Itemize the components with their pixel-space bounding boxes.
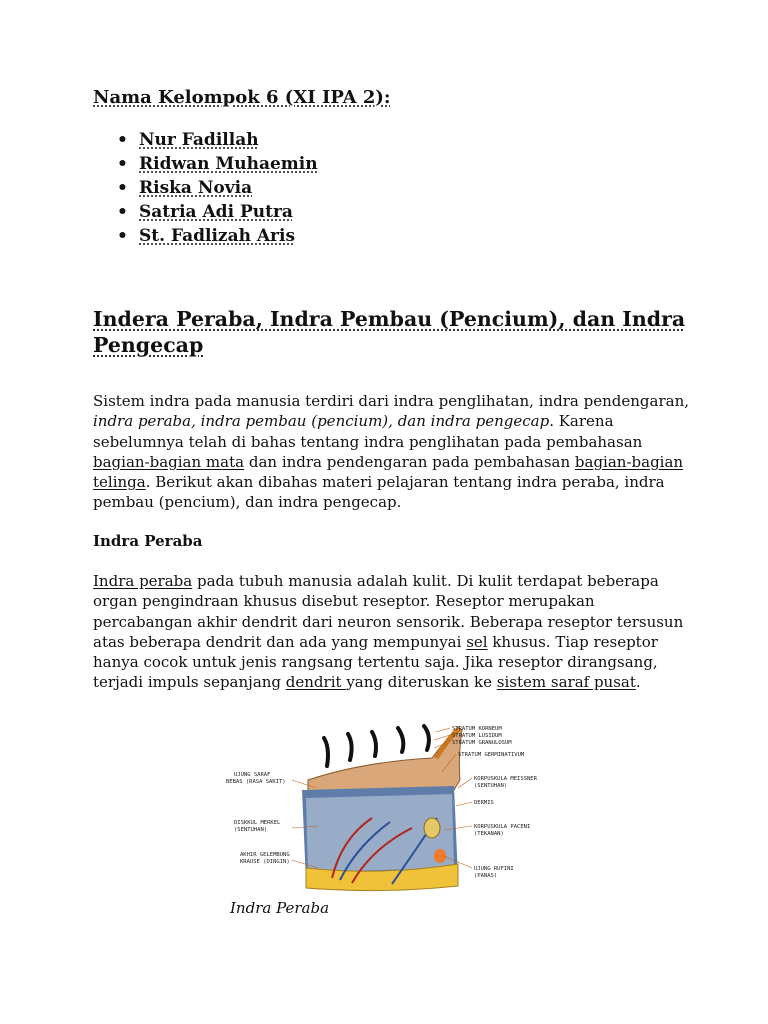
svg-text:KORPUSKULA MEISSNER: KORPUSKULA MEISSNER bbox=[474, 776, 537, 782]
link-sistem-saraf-pusat[interactable]: sistem saraf pusat bbox=[496, 673, 636, 692]
link-bagian-telinga[interactable]: bagian-bagian telinga bbox=[93, 452, 684, 492]
bullet-icon: • bbox=[117, 178, 128, 198]
list-item: • Satria Adi Putra bbox=[117, 202, 293, 222]
skin-diagram bbox=[222, 718, 542, 898]
svg-text:(TEKANAN): (TEKANAN) bbox=[474, 831, 504, 837]
main-heading: Indera Peraba, Indra Pembau (Pencium), dan Indra Pengecap bbox=[93, 307, 686, 357]
right-labels bbox=[452, 726, 538, 879]
section-heading: Indra Peraba bbox=[93, 532, 203, 550]
intro-paragraph: Sistem indra pada manusia terdiri dari indra penglihatan, indra pendengaran, indra peraba, indra pembau (pencium), dan indra pengecap. Karena sebelumnya telah di bahas tentang indra penglihatan pada pembahasan bagian-bagian mata dan indra pendengaran pada pembahasan bagian-bagian telinga. Berikut akan dibahas materi pelajaran tentang indra peraba, indra pembau (pencium), dan indra pengecap. bbox=[93, 392, 690, 512]
bullet-icon: • bbox=[117, 130, 128, 150]
svg-text:BEBAS (RASA SAKIT): BEBAS (RASA SAKIT) bbox=[226, 779, 286, 785]
list-item: • Nur Fadillah bbox=[117, 130, 259, 150]
list-item: • St. Fadlizah Aris bbox=[117, 226, 296, 246]
svg-text:KRAUSE (DINGIN): KRAUSE (DINGIN) bbox=[240, 859, 290, 865]
svg-text:DERMIS: DERMIS bbox=[474, 800, 494, 806]
bullet-icon: • bbox=[117, 154, 128, 174]
svg-text:STRATUM KORNEUM: STRATUM KORNEUM bbox=[452, 726, 502, 732]
svg-text:(SENTUHAN): (SENTUHAN) bbox=[234, 827, 268, 833]
link-bagian-mata[interactable]: bagian-bagian mata bbox=[93, 452, 245, 471]
svg-text:STRATUM LUSIDUM: STRATUM LUSIDUM bbox=[452, 733, 502, 739]
figure-caption: Indra Peraba bbox=[230, 899, 330, 917]
bullet-icon: • bbox=[117, 202, 128, 222]
bullet-icon: • bbox=[117, 226, 128, 246]
svg-text:STRATUM GERMINATIVUM: STRATUM GERMINATIVUM bbox=[458, 752, 525, 758]
link-sel[interactable]: sel bbox=[466, 632, 488, 651]
svg-text:KORPUSKULA PACENI: KORPUSKULA PACENI bbox=[474, 824, 531, 830]
left-labels bbox=[226, 772, 290, 865]
svg-text:DISKKUL MERKEL: DISKKUL MERKEL bbox=[234, 820, 281, 826]
link-dendrit[interactable]: dendrit bbox=[285, 673, 347, 692]
svg-text:(PANAS): (PANAS) bbox=[474, 873, 498, 879]
svg-text:AKHIR GELEMBUNG: AKHIR GELEMBUNG bbox=[240, 852, 290, 858]
svg-text:UJUNG SARAF: UJUNG SARAF bbox=[234, 772, 271, 778]
epidermis-layer bbox=[308, 728, 462, 792]
skin-diagram-figure bbox=[222, 718, 542, 898]
list-item: • Ridwan Muhaemin bbox=[117, 154, 318, 174]
peraba-paragraph: Indra peraba pada tubuh manusia adalah kulit. Di kulit terdapat beberapa organ pengindraan khusus disebut reseptor. Reseptor merupakan percabangan akhir dendrit dari neuron sensorik. Beberapa reseptor tersusun atas beberapa dendrit dan ada yang mempunyai sel khusus. Tiap reseptor hanya cocok untuk jenis rangsang tertentu saja. Jika reseptor dirangsang, terjadi impuls sepanjang dendrit yang diteruskan ke sistem saraf pusat. bbox=[93, 572, 684, 692]
svg-text:UJUNG RUFINI: UJUNG RUFINI bbox=[474, 866, 514, 872]
svg-text:(SENTUHAN): (SENTUHAN) bbox=[474, 783, 508, 789]
link-indra-peraba[interactable]: Indra peraba bbox=[93, 572, 193, 590]
svg-text:STRATUM GRANULOSUM: STRATUM GRANULOSUM bbox=[452, 740, 512, 746]
list-item: • Riska Novia bbox=[117, 178, 253, 198]
group-title: Nama Kelompok 6 (XI IPA 2): bbox=[93, 87, 391, 108]
member-list bbox=[93, 128, 318, 248]
